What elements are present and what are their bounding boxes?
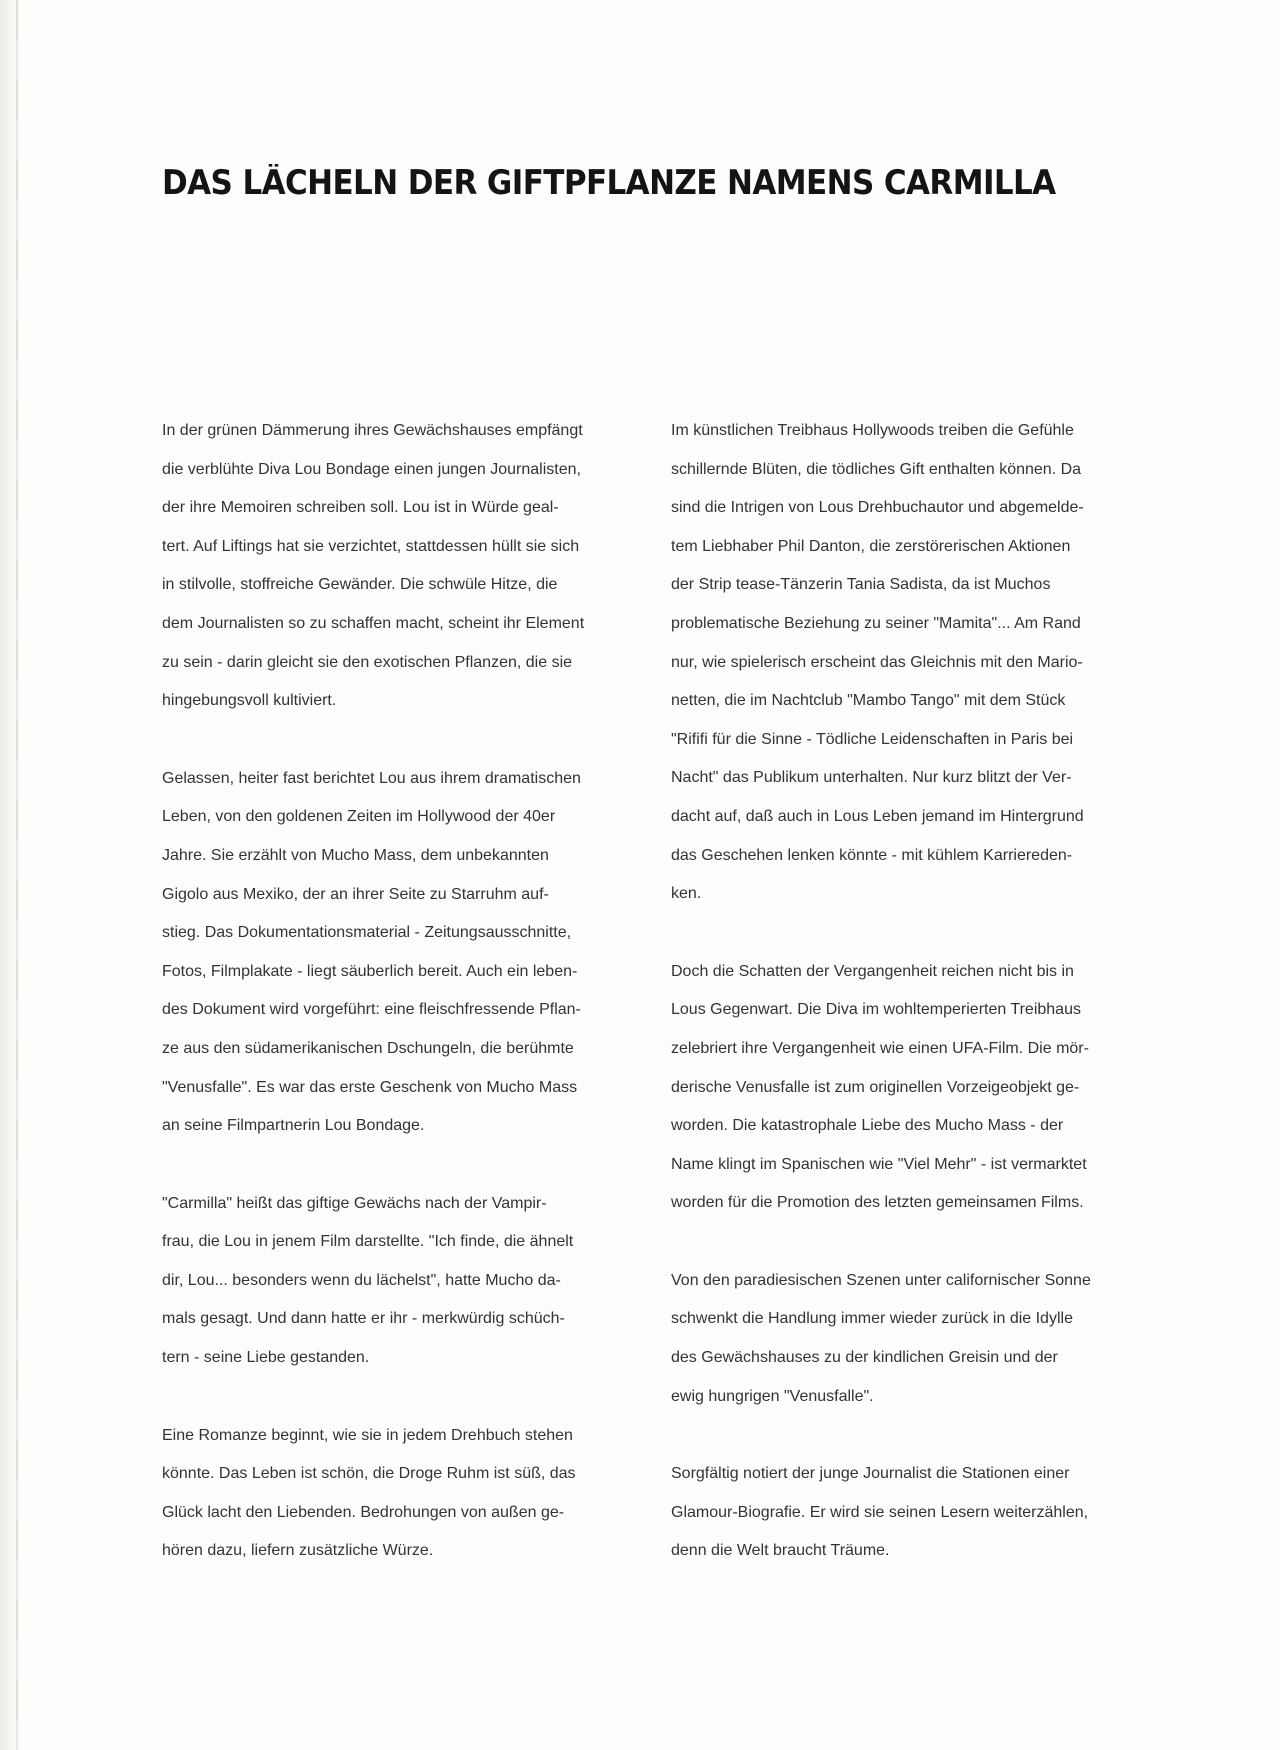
text-line: Leben, von den goldenen Zeiten im Hollywood der 40er — [162, 808, 556, 826]
text-line: der ihre Memoiren schreiben soll. Lou ist in Würde geal- — [162, 499, 559, 517]
text-line: mals gesagt. Und dann hatte er ihr - merkwürdig schüch- — [162, 1310, 565, 1328]
text-line: frau, die Lou in jenem Film darstellte. "Ich finde, die ähnelt — [162, 1233, 574, 1251]
text-line: "Rififi für die Sinne - Tödliche Leidenschaften in Paris bei — [671, 730, 1074, 748]
text-line: die verblühte Diva Lou Bondage einen jungen Journalisten, — [162, 460, 581, 478]
left-text-column — [162, 412, 632, 1610]
text-line: Sorgfältig notiert der junge Journalist die Stationen einer — [671, 1465, 1070, 1483]
text-line: worden. Die katastrophale Liebe des Mucho Mass - der — [671, 1117, 1064, 1135]
text-line: Gigolo aus Mexiko, der an ihrer Seite zu Starruhm auf- — [162, 885, 549, 903]
text-line: sind die Intrigen von Lous Drehbuchautor und abgemelde- — [671, 499, 1084, 517]
text-line: an seine Filmpartnerin Lou Bondage. — [162, 1117, 425, 1135]
text-line: könnte. Das Leben ist schön, die Droge Ruhm ist süß, das — [162, 1465, 576, 1483]
text-line: Von den paradiesischen Szenen unter californischer Sonne — [671, 1271, 1091, 1289]
text-line: das Geschehen lenken könnte - mit kühlem Karriereden- — [671, 846, 1073, 864]
page-binding-edge — [0, 0, 22, 1750]
text-line: denn die Welt braucht Träume. — [671, 1542, 890, 1560]
text-line: schillernde Blüten, die tödliches Gift enthalten können. Da — [671, 460, 1082, 478]
paragraph — [671, 953, 1141, 1223]
text-line: "Venusfalle". Es war das erste Geschenk von Mucho Mass — [162, 1078, 578, 1096]
text-line: "Carmilla" heißt das giftige Gewächs nach der Vampir- — [162, 1194, 547, 1212]
text-line: Glamour-Biografie. Er wird sie seinen Lesern weiterzählen, — [671, 1503, 1089, 1521]
paragraph — [162, 1417, 632, 1571]
paragraph — [671, 1262, 1141, 1416]
text-line: ken. — [671, 885, 702, 903]
text-line: hören dazu, liefern zusätzliche Würze. — [162, 1542, 434, 1560]
text-line: Fotos, Filmplakate - liegt säuberlich bereit. Auch ein leben- — [162, 962, 578, 980]
text-line: tert. Auf Liftings hat sie verzichtet, stattdessen hüllt sie sich — [162, 537, 580, 555]
text-line: dacht auf, daß auch in Lous Leben jemand im Hintergrund — [671, 807, 1084, 825]
text-line: derische Venusfalle ist zum originellen Vorzeigeobjekt ge- — [671, 1078, 1080, 1096]
text-line: tern - seine Liebe gestanden. — [162, 1349, 370, 1367]
paragraph — [162, 760, 632, 1146]
article-title: DAS LÄCHELN DER GIFTPFLANZE NAMENS CARMILLA — [162, 164, 1056, 203]
paragraph — [162, 412, 632, 721]
text-line: stieg. Das Dokumentationsmaterial - Zeitungsausschnitte, — [162, 924, 572, 942]
text-line: in stilvolle, stoffreiche Gewänder. Die schwüle Hitze, die — [162, 576, 558, 594]
text-line: dem Journalisten so zu schaffen macht, scheint ihr Element — [162, 614, 585, 632]
text-line: zelebriert ihre Vergangenheit wie einen UFA-Film. Die mör- — [671, 1039, 1089, 1057]
text-line: zu sein - darin gleicht sie den exotischen Pflanzen, die sie — [162, 653, 573, 671]
text-line: Lous Gegenwart. Die Diva im wohltemperierten Treibhaus — [671, 1001, 1081, 1019]
text-line: ewig hungrigen "Venusfalle". — [671, 1387, 874, 1405]
text-line: worden für die Promotion des letzten gemeinsamen Films. — [671, 1194, 1084, 1212]
text-line: In der grünen Dämmerung ihres Gewächshauses empfängt — [162, 422, 583, 439]
text-line: Jahre. Sie erzählt von Mucho Mass, dem unbekannten — [162, 846, 549, 864]
text-line: Nacht" das Publikum unterhalten. Nur kurz blitzt der Ver- — [671, 769, 1072, 787]
paragraph — [671, 412, 1141, 914]
text-line: tem Liebhaber Phil Danton, die zerstörerischen Aktionen — [671, 537, 1071, 555]
text-line: Glück lacht den Liebenden. Bedrohungen von außen ge- — [162, 1503, 565, 1521]
text-line: Eine Romanze beginnt, wie sie in jedem Drehbuch stehen — [162, 1426, 573, 1444]
text-line: Name klingt im Spanischen wie "Viel Mehr" - ist vermarktet — [671, 1155, 1087, 1173]
text-line: schwenkt die Handlung immer wieder zurück in die Idylle — [671, 1310, 1073, 1328]
right-text-column — [671, 412, 1141, 1610]
paragraph — [671, 1455, 1141, 1571]
text-line: nur, wie spielerisch erscheint das Gleichnis mit den Mario- — [671, 653, 1083, 671]
text-line: des Dokument wird vorgeführt: eine fleischfressende Pflan- — [162, 1001, 581, 1019]
text-line: hingebungsvoll kultiviert. — [162, 692, 337, 710]
text-line: problematische Beziehung zu seiner "Mamita"... Am Rand — [671, 614, 1081, 632]
page-binding-shadow — [16, 0, 18, 1750]
text-line: dir, Lou... besonders wenn du lächelst", hatte Mucho da- — [162, 1271, 561, 1289]
text-line: der Strip tease-Tänzerin Tania Sadista, da ist Muchos — [671, 576, 1051, 594]
text-line: netten, die im Nachtclub "Mambo Tango" mit dem Stück — [671, 692, 1066, 710]
text-line: ze aus den südamerikanischen Dschungeln, die berühmte — [162, 1039, 574, 1057]
paragraph — [162, 1185, 632, 1378]
text-line: Doch die Schatten der Vergangenheit reichen nicht bis in — [671, 962, 1074, 980]
text-line: Gelassen, heiter fast berichtet Lou aus ihrem dramatischen — [162, 769, 581, 787]
text-line: Im künstlichen Treibhaus Hollywoods treiben die Gefühle — [671, 422, 1074, 439]
text-line: des Gewächshauses zu der kindlichen Greisin und der — [671, 1349, 1058, 1367]
